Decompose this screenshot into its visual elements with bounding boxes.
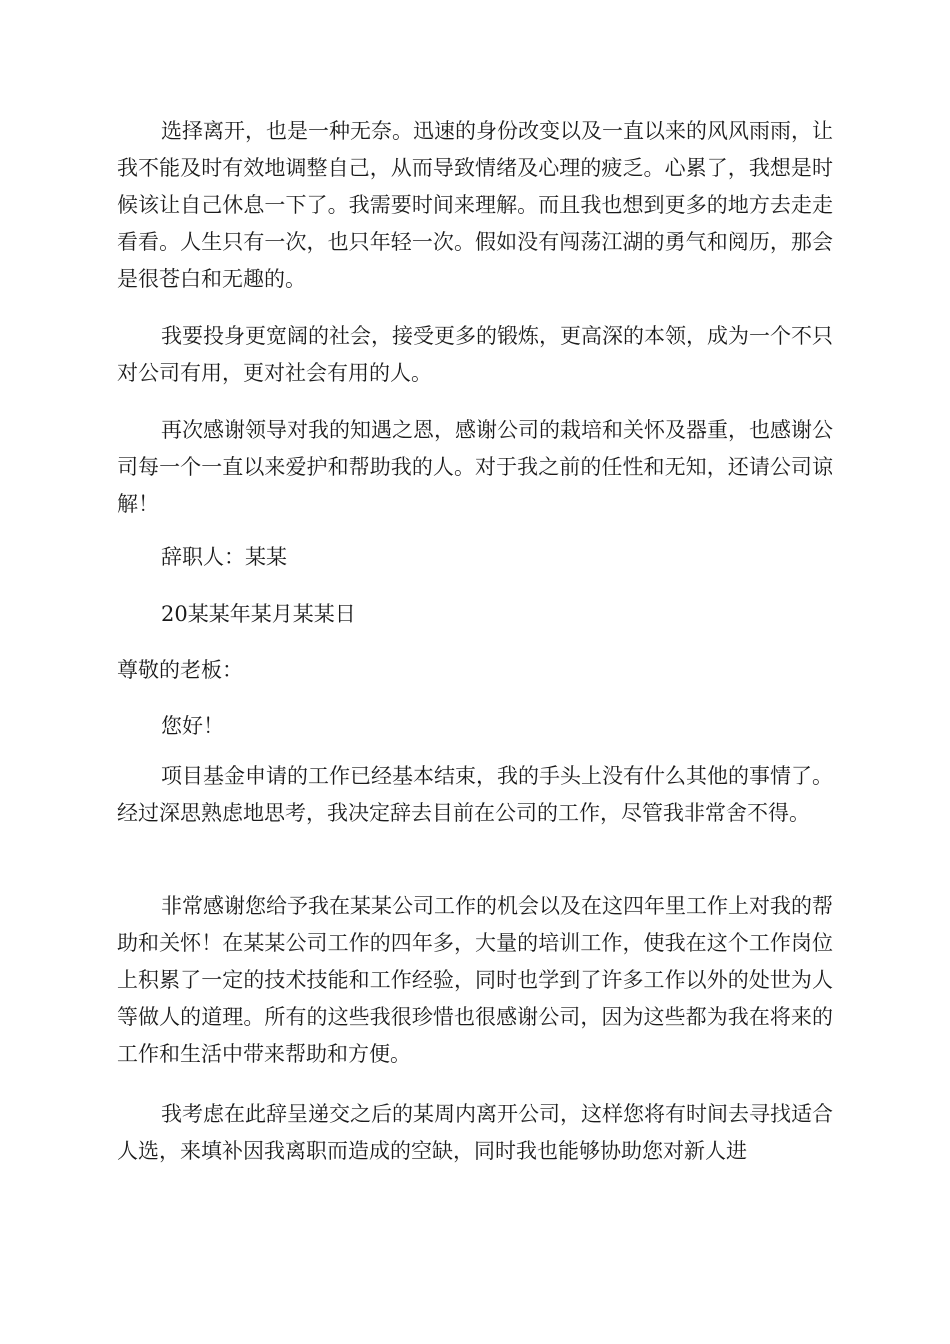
date-line: 20某某年某月某某日 (161, 602, 356, 626)
signature-line: 辞职人：某某 (161, 545, 287, 569)
greeting: 您好！ (161, 714, 224, 738)
paragraph-resignation-decision: 项目基金申请的工作已经基本结束，我的手头上没有什么其他的事情了。经过深思熟虑地思考，我决定辞去目前在公司的工作，尽管我非常舍不得。 (117, 764, 833, 825)
paragraph-gratitude: 非常感谢您给予我在某某公司工作的机会以及在这四年里工作上对我的帮助和关怀！在某某公司工作的四年多，大量的培训工作，使我在这个工作岗位上积累了一定的技术技能和工作经验，同时也学到了许多工作以外的处世为人等做人的道理。所有的这些我很珍惜也很感谢公司，因为这些都为我在将来的工作和生活中带来帮助和方便。 (117, 894, 833, 1066)
salutation: 尊敬的老板： (117, 658, 243, 682)
paragraph-thanks: 再次感谢领导对我的知遇之恩，感谢公司的栽培和关怀及器重，也感谢公司每一个一直以来爱护和帮助我的人。对于我之前的任性和无知，还请公司谅解！ (117, 418, 833, 516)
paragraph-departure-plan: 我考虑在此辞呈递交之后的某周内离开公司，这样您将有时间去寻找适合人选，来填补因我离职而造成的空缺，同时我也能够协助您对新人进 (117, 1102, 833, 1163)
paragraph-future-goals: 我要投身更宽阔的社会，接受更多的锻炼，更高深的本领，成为一个不只对公司有用，更对社会有用的人。 (117, 324, 833, 385)
paragraph-reason-for-leaving: 选择离开，也是一种无奈。迅速的身份改变以及一直以来的风风雨雨，让我不能及时有效地调整自己，从而导致情绪及心理的疲乏。心累了，我想是时候该让自己休息一下了。我需要时间来理解。而且我也想到更多的地方去走走看看。人生只有一次，也只年轻一次。假如没有闯荡江湖的勇气和阅历，那会是很苍白和无趣的。 (117, 119, 833, 291)
